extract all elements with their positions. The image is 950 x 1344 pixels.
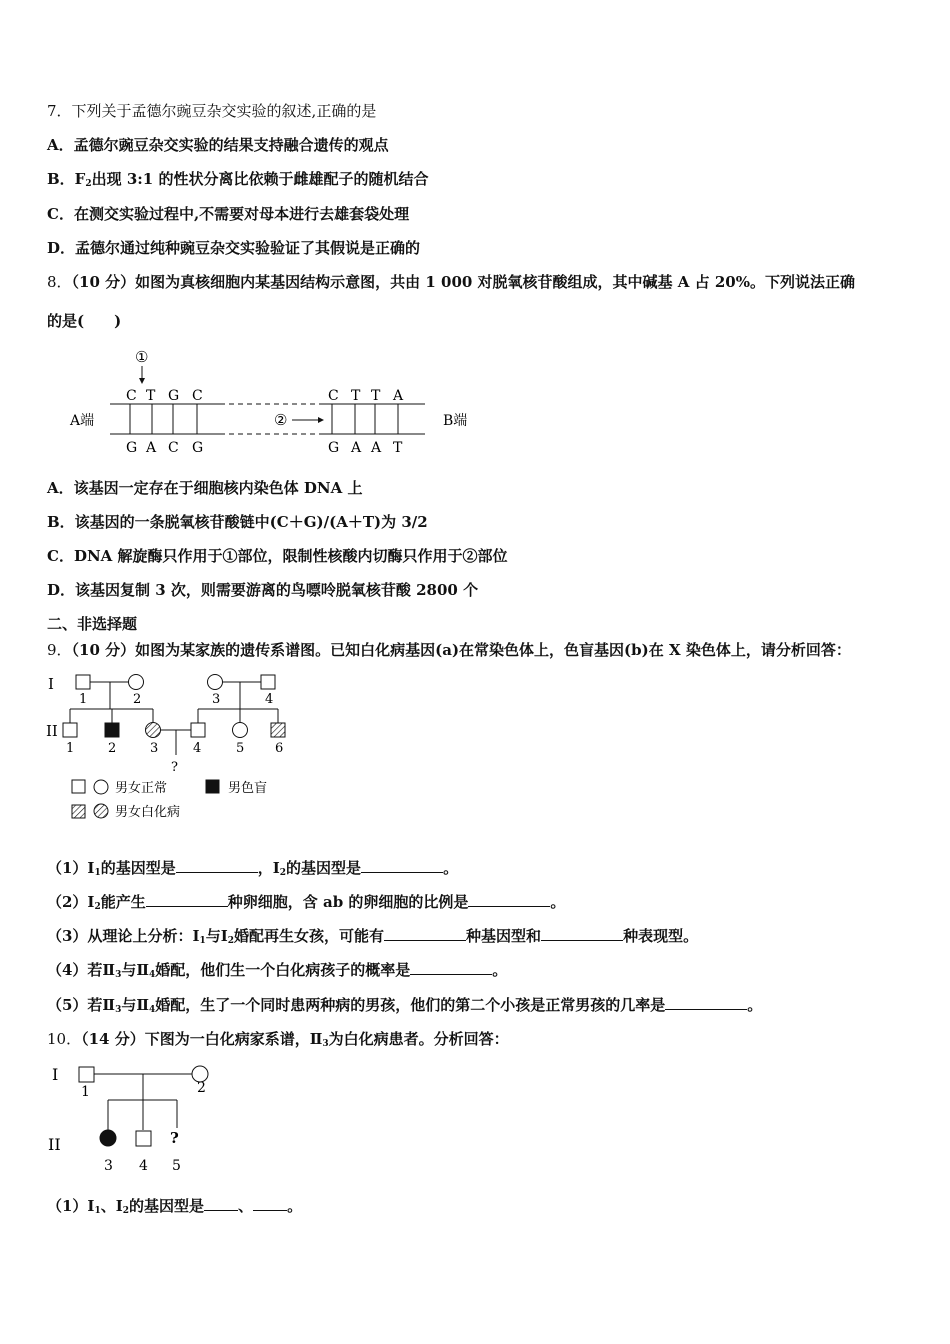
q8-stem-line2: 的是( ) bbox=[47, 312, 122, 330]
q7-option-d: D．孟德尔通过纯种豌豆杂交实验验证了其假说是正确的 bbox=[47, 239, 421, 257]
q7-option-a: A．孟德尔豌豆杂交实验的结果支持融合遗传的观点 bbox=[47, 136, 389, 154]
legend-normal: 男女正常 bbox=[115, 781, 168, 796]
answer-blank[interactable] bbox=[176, 858, 258, 873]
q9-sub1: $(1)Ⅰ_1$的基因型是 ，$Ⅰ_2$的基因型是 。 bbox=[47, 859, 459, 878]
dna-structure-diagram bbox=[60, 340, 490, 465]
bottom-right-base-1: G bbox=[328, 440, 340, 456]
top-left-base-3: G bbox=[168, 388, 180, 404]
q10-stem: 10．（14 分）下图为一白化病家系谱，$Ⅱ_3$为白化病患者。分析回答： bbox=[47, 1030, 509, 1049]
svg-text:4: 4 bbox=[193, 741, 202, 756]
q7-option-c: C．在测交实验过程中,不需要对母本进行去雄套袋处理 bbox=[47, 205, 410, 223]
gen-ii-label: II bbox=[46, 722, 58, 740]
gen-i-label: I bbox=[52, 1065, 59, 1084]
svg-text:5: 5 bbox=[172, 1158, 181, 1174]
bottom-right-base-2: A bbox=[351, 440, 362, 456]
bottom-left-base-1: G bbox=[126, 440, 138, 456]
top-right-base-2: T bbox=[351, 388, 361, 404]
q8-stem-line1: 8．（10 分）如图为真核细胞内某基因结构示意图，共由 1 000 对脱氧核苷酸组成，其中碱基 A 占 20%。下列说法正确 bbox=[47, 273, 855, 291]
svg-text:6: 6 bbox=[275, 741, 284, 756]
answer-blank[interactable] bbox=[146, 892, 228, 907]
legend-albino: 男女白化病 bbox=[115, 805, 181, 820]
svg-text:1: 1 bbox=[66, 741, 75, 756]
svg-text:2: 2 bbox=[133, 692, 142, 707]
answer-blank[interactable] bbox=[410, 960, 492, 975]
gen-ii-label: II bbox=[48, 1135, 61, 1154]
q9-sub2: $(2)Ⅰ_2$能产生 种卵细胞，含 ab 的卵细胞的比例是 。 bbox=[47, 893, 566, 912]
unknown-child-label: ? bbox=[170, 1129, 179, 1147]
svg-text:1: 1 bbox=[81, 1084, 90, 1100]
top-left-base-2: T bbox=[146, 388, 156, 404]
q8-option-b: B．该基因的一条脱氧核苷酸链中(C＋G)/(A＋T)为 3/2 bbox=[47, 513, 428, 531]
q9-sub3: （3）从理论上分析：$Ⅰ_1$与$Ⅰ_2$婚配再生女孩，可能有 种基因型和 种表现型。 bbox=[47, 927, 699, 946]
answer-blank[interactable] bbox=[204, 1196, 238, 1211]
q9-stem: 9．（10 分）如图为某家族的遗传系谱图。已知白化病基因(a)在常染色体上，色盲基因(b)在 X 染色体上，请分析回答： bbox=[47, 641, 851, 659]
gen-i-label: I bbox=[48, 675, 54, 693]
top-right-base-4: A bbox=[393, 388, 404, 404]
top-right-base-3: T bbox=[371, 388, 381, 404]
bottom-right-base-3: A bbox=[371, 440, 382, 456]
svg-text:3: 3 bbox=[104, 1158, 113, 1174]
marker-1: ① bbox=[135, 348, 149, 366]
bottom-left-base-3: C bbox=[168, 440, 179, 456]
legend-colorblind: 男色盲 bbox=[228, 781, 268, 796]
svg-text:2: 2 bbox=[108, 741, 117, 756]
q10-sub1: $(1)Ⅰ_1$、$Ⅰ_2$的基因型是 、 。 bbox=[47, 1197, 303, 1216]
pedigree-chart-q10 bbox=[40, 1058, 240, 1178]
answer-blank[interactable] bbox=[384, 926, 466, 941]
answer-blank[interactable] bbox=[468, 892, 550, 907]
answer-blank[interactable] bbox=[541, 926, 623, 941]
q7-option-b: B．$F_2$出现 3:1 的性状分离比依赖于雌雄配子的随机结合 bbox=[47, 170, 429, 189]
bottom-right-base-4: T bbox=[393, 440, 403, 456]
top-left-base-1: C bbox=[126, 388, 137, 404]
q9-sub5: （5）若$Ⅱ_3$与$Ⅱ_4$婚配，生了一个同时患两种病的男孩，他们的第二个小孩是正常男孩的几率是 。 bbox=[47, 996, 763, 1015]
svg-text:1: 1 bbox=[79, 692, 88, 707]
q7-stem: 7．下列关于孟德尔豌豆杂交实验的叙述,正确的是 bbox=[47, 102, 377, 120]
svg-text:2: 2 bbox=[197, 1080, 206, 1096]
a-end-label: A端 bbox=[70, 413, 95, 429]
q9-sub4: （4）若$Ⅱ_3$与$Ⅱ_4$婚配，他们生一个白化病孩子的概率是 。 bbox=[47, 961, 508, 980]
svg-text:5: 5 bbox=[236, 741, 245, 756]
q8-option-a: A．该基因一定存在于细胞核内染色体 DNA 上 bbox=[47, 479, 363, 497]
answer-blank[interactable] bbox=[665, 995, 747, 1010]
answer-blank[interactable] bbox=[253, 1196, 287, 1211]
svg-text:4: 4 bbox=[139, 1158, 148, 1174]
bottom-left-base-2: A bbox=[146, 440, 157, 456]
svg-text:3: 3 bbox=[150, 741, 159, 756]
marker-2: ② bbox=[274, 411, 288, 429]
b-end-label: B端 bbox=[443, 413, 468, 429]
pedigree-chart-q9 bbox=[40, 665, 340, 830]
bottom-left-base-4: G bbox=[192, 440, 204, 456]
top-left-base-4: C bbox=[192, 388, 203, 404]
svg-text:4: 4 bbox=[265, 692, 274, 707]
q8-option-c: C．DNA 解旋酶只作用于①部位，限制性核酸内切酶只作用于②部位 bbox=[47, 547, 508, 565]
section-title: 二、非选择题 bbox=[47, 615, 138, 633]
svg-text:3: 3 bbox=[212, 692, 221, 707]
q8-option-d: D．该基因复制 3 次，则需要游离的鸟嘌呤脱氧核苷酸 2800 个 bbox=[47, 581, 479, 599]
answer-blank[interactable] bbox=[361, 858, 443, 873]
unknown-child-label: ? bbox=[171, 760, 178, 775]
top-right-base-1: C bbox=[328, 388, 339, 404]
